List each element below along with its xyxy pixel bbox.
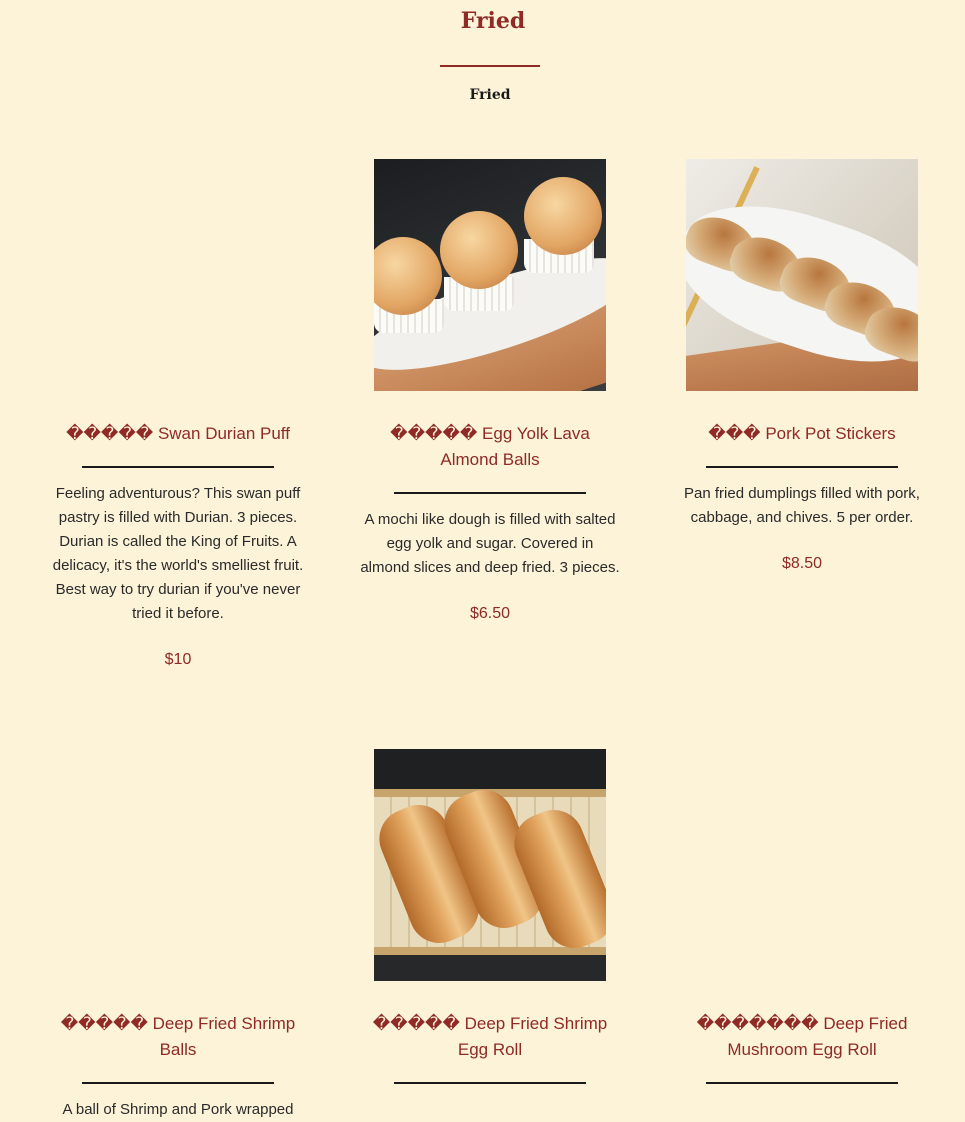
section-subtitle: Fried [469, 87, 511, 103]
item-photo-placeholder [62, 159, 294, 391]
item-photo-placeholder [686, 749, 918, 981]
menu-item-egg-yolk-lava-almond-balls[interactable] [355, 159, 625, 623]
item-name[interactable]: ����� Deep Fried Shrimp Egg Roll [372, 1014, 608, 1059]
item-name[interactable]: ����� Egg Yolk Lava Almond Balls [390, 424, 590, 469]
item-photo-placeholder [62, 749, 294, 981]
menu-item-swan-durian-puff[interactable] [43, 159, 313, 669]
item-divider [394, 492, 586, 494]
item-divider [394, 1082, 586, 1084]
item-description: Feeling adventurous? This swan puff pastry is filled with Durian. 3 pieces. Durian is called the King of Fruits. A delicacy, it's the world's smelliest fruit. Best way to try durian if you've never tried it before. [52, 485, 304, 622]
item-divider [82, 1082, 274, 1084]
item-divider [706, 1082, 898, 1084]
item-price: $8.50 [781, 555, 823, 572]
item-name[interactable]: ����� Deep Fried Shrimp Balls [60, 1014, 296, 1059]
item-description: Pan fried dumplings filled with pork, cabbage, and chives. 5 per order. [684, 485, 920, 526]
item-price: $6.50 [469, 605, 511, 622]
item-divider [706, 466, 898, 468]
item-price: $10 [164, 651, 192, 668]
menu-item-pork-pot-stickers[interactable] [667, 159, 937, 573]
pot-stickers-photo[interactable] [686, 159, 918, 391]
shrimp-egg-roll-photo[interactable] [374, 749, 606, 981]
almond-balls-photo[interactable] [374, 159, 606, 391]
menu-item-deep-fried-mushroom-egg-roll[interactable] [667, 749, 937, 1098]
item-name[interactable]: ��� Pork Pot Stickers [708, 424, 896, 443]
item-description: A ball of Shrimp and Pork wrapped [62, 1101, 294, 1118]
section-title: Fried [460, 8, 526, 34]
menu-item-deep-fried-shrimp-balls[interactable] [43, 749, 313, 1122]
item-name[interactable]: ������� Deep Fried Mushroom Egg Roll [696, 1014, 908, 1059]
menu-item-deep-fried-shrimp-egg-roll[interactable] [355, 749, 625, 1098]
section-title-rule [440, 65, 540, 67]
item-description: A mochi like dough is filled with salted egg yolk and sugar. Covered in almond slices and deep fried. 3 pieces. [360, 511, 620, 576]
item-name[interactable]: ����� Swan Durian Puff [66, 424, 290, 443]
item-divider [82, 466, 274, 468]
